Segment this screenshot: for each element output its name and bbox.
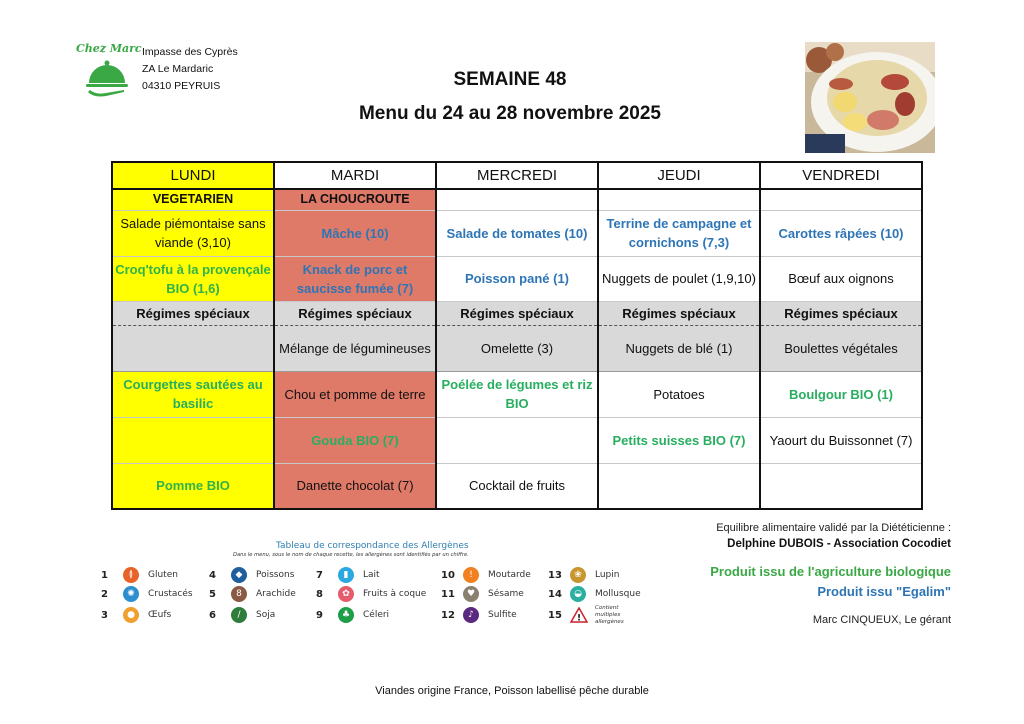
day-header-vendredi: VENDREDI (760, 162, 922, 189)
warning-icon (570, 607, 588, 623)
special-diet-dish (112, 325, 274, 371)
dessert-cell (598, 463, 760, 509)
sesame-icon: ♥ (463, 586, 479, 602)
address-block (142, 44, 238, 95)
mustard-icon: ! (463, 567, 479, 583)
mollusc-icon: ◒ (570, 586, 586, 602)
dairy-cell: Petits suisses BIO (7) (598, 417, 760, 463)
theme-row (112, 189, 922, 210)
dairy-row (112, 417, 922, 463)
special-diet-dish: Omelette (3) (436, 325, 598, 371)
allergen-table-title: Tableau de correspondance des Allergènes (276, 541, 469, 551)
side-dish-row (112, 371, 922, 417)
allergen-item (316, 566, 380, 584)
allergen-number: 9 (316, 609, 323, 621)
restaurant-logo (76, 42, 142, 102)
allergen-label: Moutarde (488, 570, 531, 580)
fish-icon: ◆ (231, 567, 247, 583)
allergen-label: Arachide (256, 589, 296, 599)
allergen-number: 15 (548, 609, 562, 621)
allergen-item (548, 585, 641, 603)
dessert-cell: Pomme BIO (112, 463, 274, 509)
allergen-number: 3 (101, 609, 108, 621)
allergen-item (209, 585, 296, 603)
week-title: SEMAINE 48 (453, 69, 567, 90)
day-header-jeudi: JEUDI (598, 162, 760, 189)
side-dish-cell: Boulgour BIO (1) (760, 371, 922, 417)
allergen-table-subtitle: Dans le menu, sous le nom de chaque recette, les allergènes sont identifiés par un chiffre. (233, 552, 469, 558)
side-dish-cell: Poélée de légumes et riz BIO (436, 371, 598, 417)
starter-cell: Mâche (10) (274, 210, 436, 256)
main-course-cell: Bœuf aux oignons (760, 256, 922, 301)
dietitian-validation-text: Equilibre alimentaire validé par la Diététicienne : (716, 522, 951, 534)
allergen-item (548, 606, 640, 624)
allergen-label: Sésame (488, 589, 524, 599)
allergen-number: 6 (209, 609, 216, 621)
side-dish-cell: Courgettes sautées au basilic (112, 371, 274, 417)
special-diet-dish: Boulettes végétales (760, 325, 922, 371)
dairy-cell (112, 417, 274, 463)
allergen-number: 7 (316, 569, 323, 581)
allergen-item (548, 566, 619, 584)
sulfite-icon: ♪ (463, 607, 479, 623)
soy-icon: / (231, 607, 247, 623)
wheat-icon: ≬ (123, 567, 139, 583)
allergen-number: 10 (441, 569, 455, 581)
allergen-label: Œufs (148, 610, 172, 620)
milk-icon: ▮ (338, 567, 354, 583)
special-diet-dish-row (112, 325, 922, 371)
allergen-label: Soja (256, 610, 276, 620)
day-header-mercredi: MERCREDI (436, 162, 598, 189)
allergen-label: Crustacés (148, 589, 193, 599)
main-course-cell: Poisson pané (1) (436, 256, 598, 301)
allergen-item (316, 606, 389, 624)
dessert-cell (760, 463, 922, 509)
allergen-number: 8 (316, 588, 323, 600)
address-line: Impasse des Cyprès (142, 46, 238, 58)
dairy-cell (436, 417, 598, 463)
allergen-item (209, 566, 294, 584)
allergen-number: 11 (441, 588, 455, 600)
theme-cell (760, 189, 922, 210)
bio-legend: Produit issu de l'agriculture biologique (710, 564, 951, 579)
lupin-icon: ❀ (570, 567, 586, 583)
crab-icon: ✺ (123, 586, 139, 602)
main-course-cell: Knack de porc et saucisse fumée (7) (274, 256, 436, 301)
theme-cell: LA CHOUCROUTE (274, 189, 436, 210)
special-diet-label: Régimes spéciaux (760, 301, 922, 325)
allergen-item (209, 606, 275, 624)
side-dish-cell: Chou et pomme de terre (274, 371, 436, 417)
special-diet-label-row (112, 301, 922, 325)
allergen-label: Fruits à coque (363, 589, 427, 599)
address-line: ZA Le Mardaric (142, 63, 214, 75)
special-diet-label: Régimes spéciaux (112, 301, 274, 325)
dessert-row (112, 463, 922, 509)
nut-icon: ✿ (338, 586, 354, 602)
allergen-label: Lait (363, 570, 380, 580)
allergen-label: Contient multiples allergènes (595, 604, 624, 625)
starter-row (112, 210, 922, 256)
egalim-legend: Produit issu "Egalim" (817, 584, 951, 599)
cloche-icon (84, 58, 130, 98)
starter-cell: Salade piémontaise sans viande (3,10) (112, 210, 274, 256)
allergen-label: Poissons (256, 570, 295, 580)
dessert-cell: Cocktail de fruits (436, 463, 598, 509)
allergen-item (101, 566, 178, 584)
side-dish-cell: Potatoes (598, 371, 760, 417)
allergen-item (101, 606, 171, 624)
allergen-item (101, 585, 193, 603)
page-title-block (310, 66, 710, 130)
special-diet-label: Régimes spéciaux (274, 301, 436, 325)
svg-text:!: ! (576, 613, 582, 623)
allergen-number: 14 (548, 588, 562, 600)
main-course-row (112, 256, 922, 301)
starter-cell: Carottes râpées (10) (760, 210, 922, 256)
weekly-menu-table (111, 161, 923, 510)
dairy-cell: Gouda BIO (7) (274, 417, 436, 463)
dish-photo (805, 42, 935, 153)
dietitian-name: Delphine DUBOIS - Association Cocodiet (727, 538, 951, 550)
allergen-item (441, 566, 531, 584)
day-header-lundi: LUNDI (112, 162, 274, 189)
special-diet-label: Régimes spéciaux (598, 301, 760, 325)
special-diet-dish: Mélange de légumineuses (274, 325, 436, 371)
celery-icon: ♣ (338, 607, 354, 623)
starter-cell: Salade de tomates (10) (436, 210, 598, 256)
special-diet-label: Régimes spéciaux (436, 301, 598, 325)
allergen-number: 5 (209, 588, 216, 600)
allergen-label: Sulfite (488, 610, 517, 620)
main-course-cell: Croq'tofu à la provençale BIO (1,6) (112, 256, 274, 301)
allergen-number: 4 (209, 569, 216, 581)
main-course-cell: Nuggets de poulet (1,9,10) (598, 256, 760, 301)
allergen-label: Mollusque (595, 589, 641, 599)
peanut-icon: 8 (231, 586, 247, 602)
allergen-item (316, 585, 426, 603)
dessert-cell: Danette chocolat (7) (274, 463, 436, 509)
allergen-label: Lupin (595, 570, 620, 580)
allergen-item (441, 606, 517, 624)
allergen-item (441, 585, 524, 603)
egg-icon: ● (123, 607, 139, 623)
day-header-mardi: MARDI (274, 162, 436, 189)
dairy-cell: Yaourt du Buissonnet (7) (760, 417, 922, 463)
days-header-row (112, 162, 922, 189)
allergen-label: Gluten (148, 570, 178, 580)
allergen-number: 13 (548, 569, 562, 581)
special-diet-dish: Nuggets de blé (1) (598, 325, 760, 371)
allergen-number: 2 (101, 588, 108, 600)
allergen-label: Céleri (363, 610, 390, 620)
starter-cell: Terrine de campagne et cornichons (7,3) (598, 210, 760, 256)
theme-cell: VEGETARIEN (112, 189, 274, 210)
allergen-number: 12 (441, 609, 455, 621)
menu-date-title: Menu du 24 au 28 novembre 2025 (358, 103, 661, 124)
manager-signature: Marc CINQUEUX, Le gérant (812, 614, 951, 626)
address-line: 04310 PEYRUIS (142, 80, 221, 92)
origin-footer-note: Viandes origine France, Poisson labellisé pêche durable (375, 685, 649, 697)
logo-text: Chez Marc (76, 42, 142, 55)
theme-cell (598, 189, 760, 210)
theme-cell (436, 189, 598, 210)
notes-block (710, 520, 951, 628)
choucroute-photo-illustration (805, 42, 935, 153)
allergen-number: 1 (101, 569, 108, 581)
